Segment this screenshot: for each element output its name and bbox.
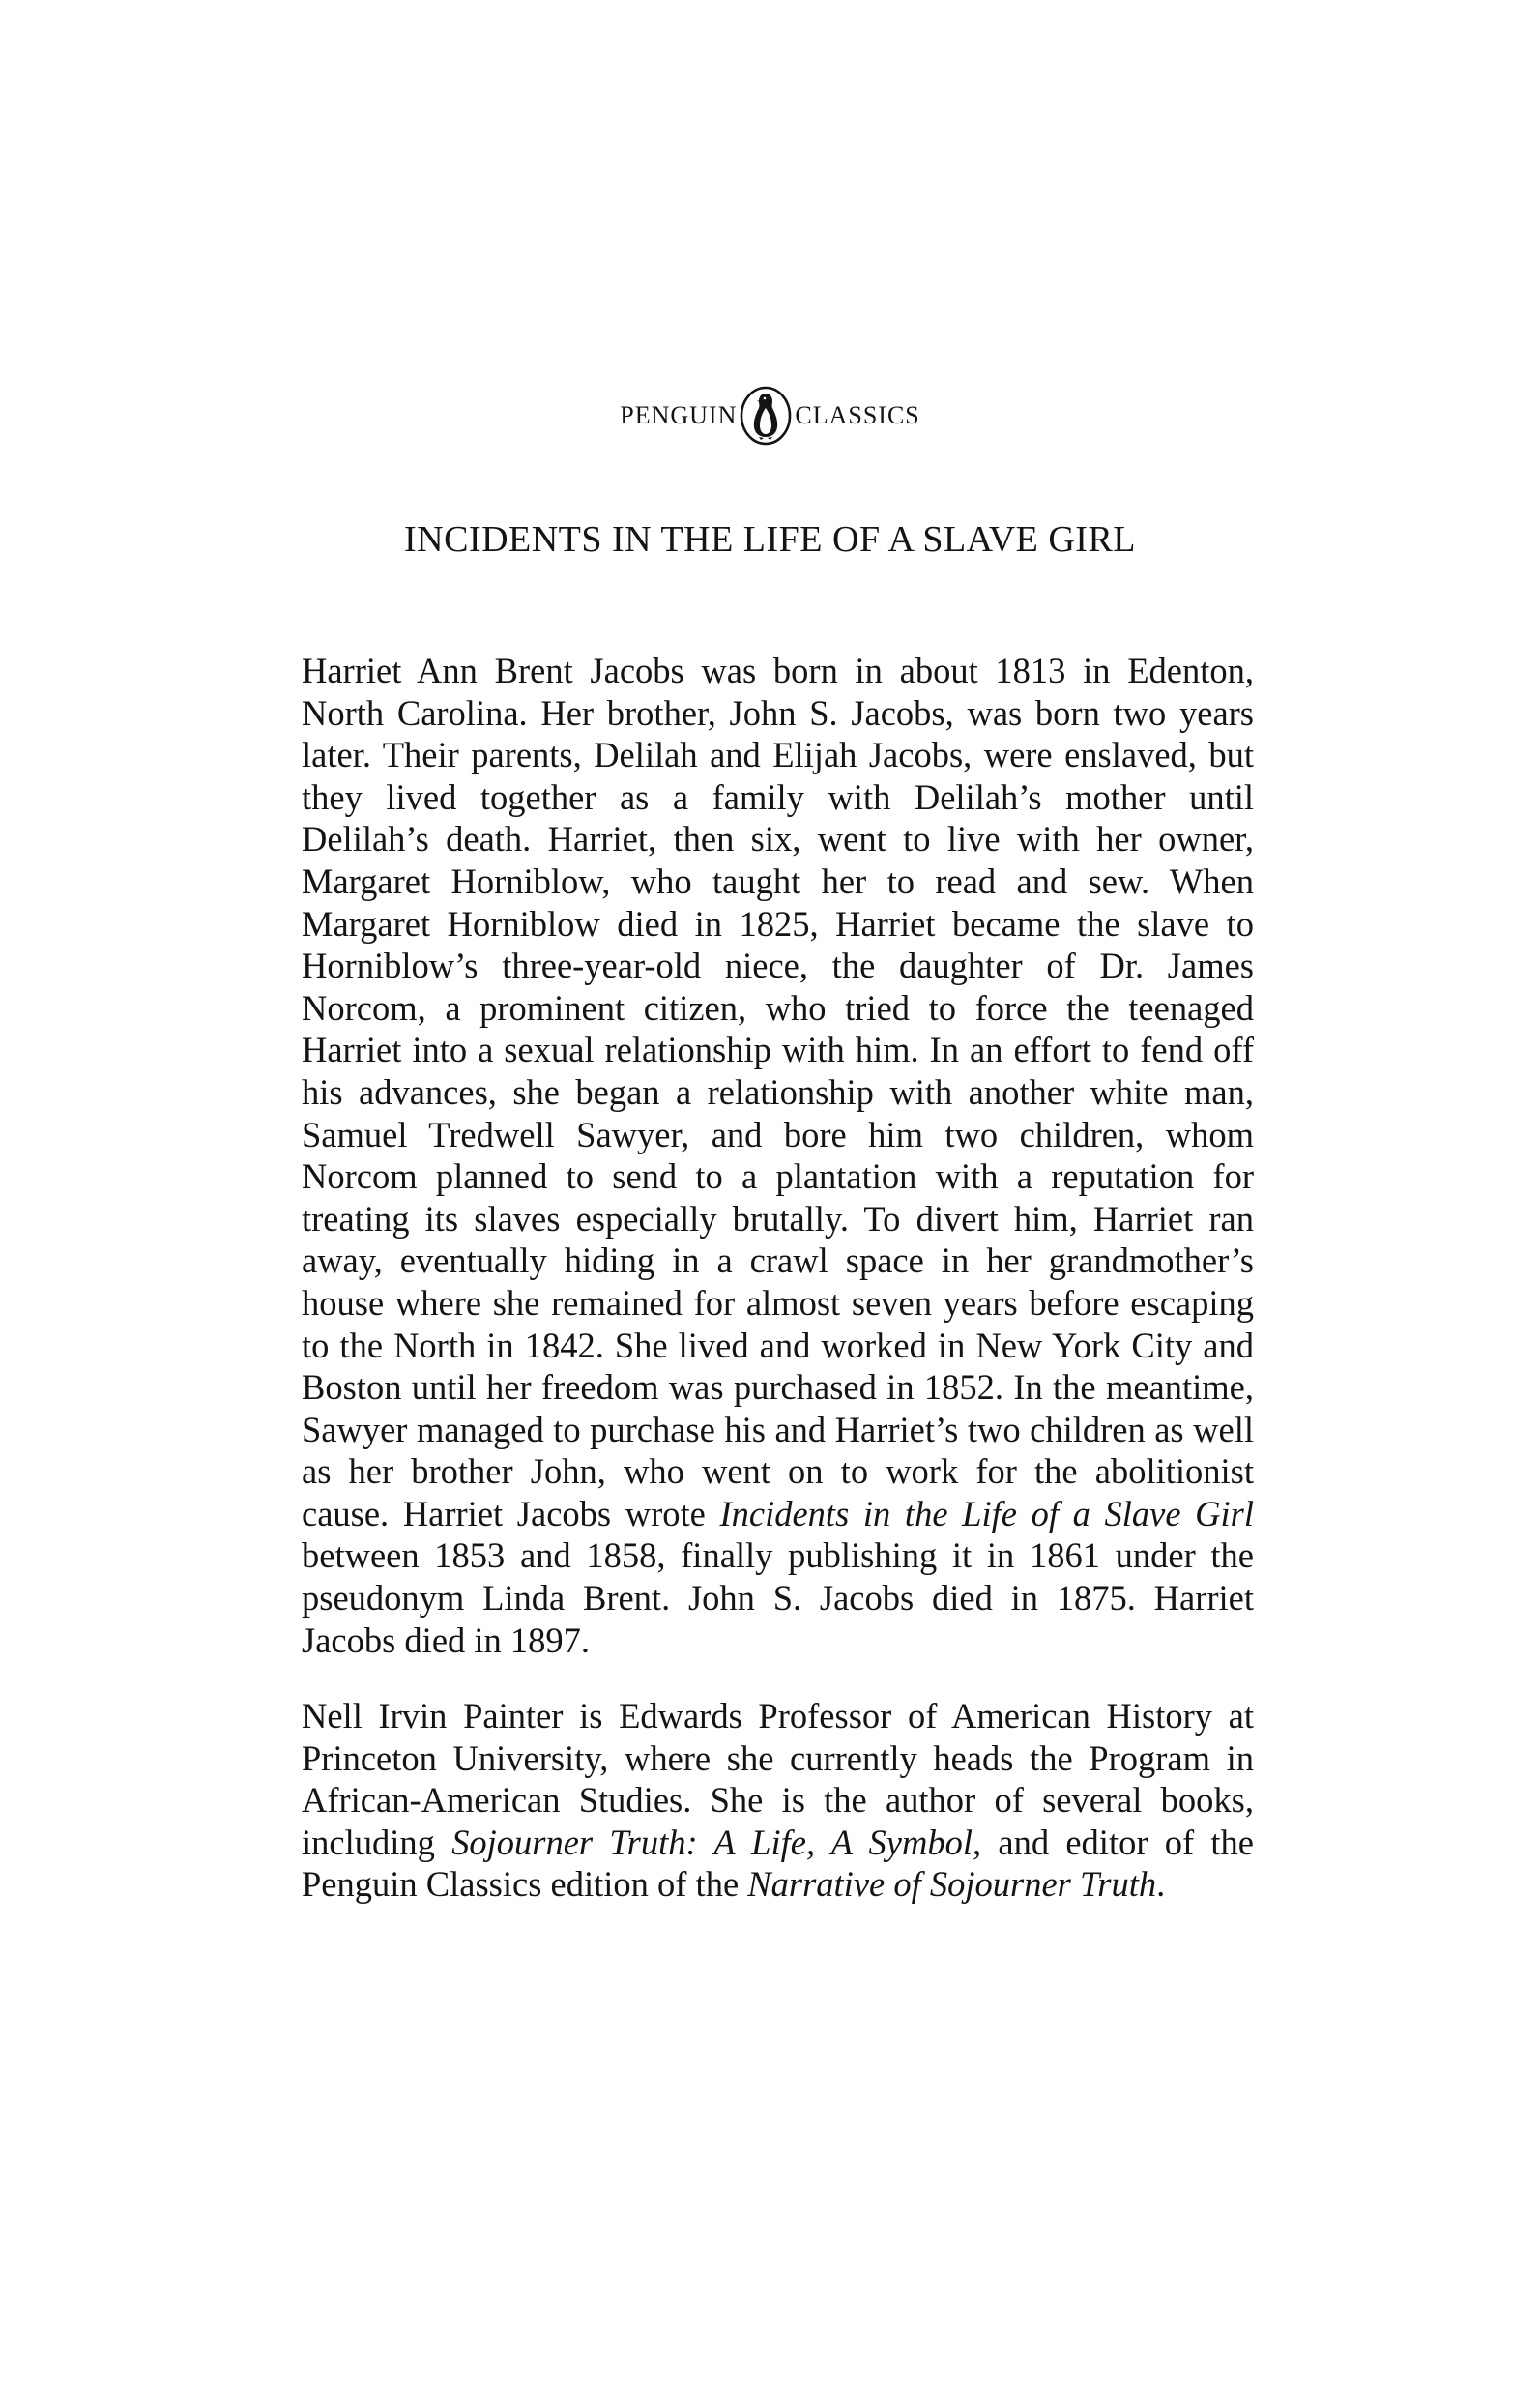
editor-bio-text-1: Nell Irvin Painter is Edwards Professor of American History at Princeton University, where she currently heads the Program in African-American Studies. She is the author of several books, including [302, 1696, 1254, 1862]
penguin-logo-icon [739, 385, 793, 447]
author-bio-text-1: Harriet Ann Brent Jacobs was born in about 1813 in Edenton, North Carolina. Her brother, John S. Jacobs, was born two years later. Their parents, Delilah and Elijah Jacobs, were enslaved, but they lived together as a family with Delilah’s mother until Delilah’s death. Harriet, then six, went to live with her owner, Margaret Horniblow, who taught her to read and sew. When Margaret Horniblow died in 1825, Harriet became the slave to Horniblow’s three-year-old niece, the daughter of Dr. James Norcom, a prominent citizen, who tried to force the teenaged Harriet into a sexual relationship with him. In an effort to fend off his advances, she began a relationship with another white man, Samuel Tredwell Sawyer, and bore him two children, whom Norcom planned to send to a plantation with a reputation for treating its slaves especially brutally. To divert him, Harriet ran away, eventually hiding in a crawl space in her grandmother’s house where she remained for almost seven years before escaping to the North in 1842. She lived and worked in New York City and Boston until her freedom was purchased in 1852. In the meantime, Sawyer managed to purchase his and Harriet’s two children as well as her brother John, who went on to work for the abolitionist cause. Harriet Jacobs wrote [302, 651, 1254, 1533]
editor-bio-text-3: . [1156, 1864, 1166, 1905]
imprint-right-word: CLASSICS [795, 401, 920, 429]
book-title: INCIDENTS IN THE LIFE OF A SLAVE GIRL [403, 519, 1137, 560]
author-bio-text-2: between 1853 and 1858, finally publishing it in 1861 under the pseudonym Linda Brent. John S. Jacobs died in 1875. Harriet Jacobs died in 1897. [302, 1535, 1254, 1660]
imprint-left-word: PENGUIN [620, 401, 738, 429]
editor-bio-edition-title: Narrative of Sojourner Truth [747, 1864, 1157, 1905]
author-biography [302, 650, 1254, 1661]
publisher-imprint [0, 385, 1540, 447]
editor-bio-text-2: , and editor of the Penguin Classics edition of the [302, 1822, 1254, 1905]
editor-bio-book-title: Sojourner Truth: A Life, A Symbol [451, 1822, 973, 1862]
author-bio-book-title: Incidents in the Life of a Slave Girl [719, 1493, 1254, 1533]
editor-biography [302, 1695, 1254, 1906]
